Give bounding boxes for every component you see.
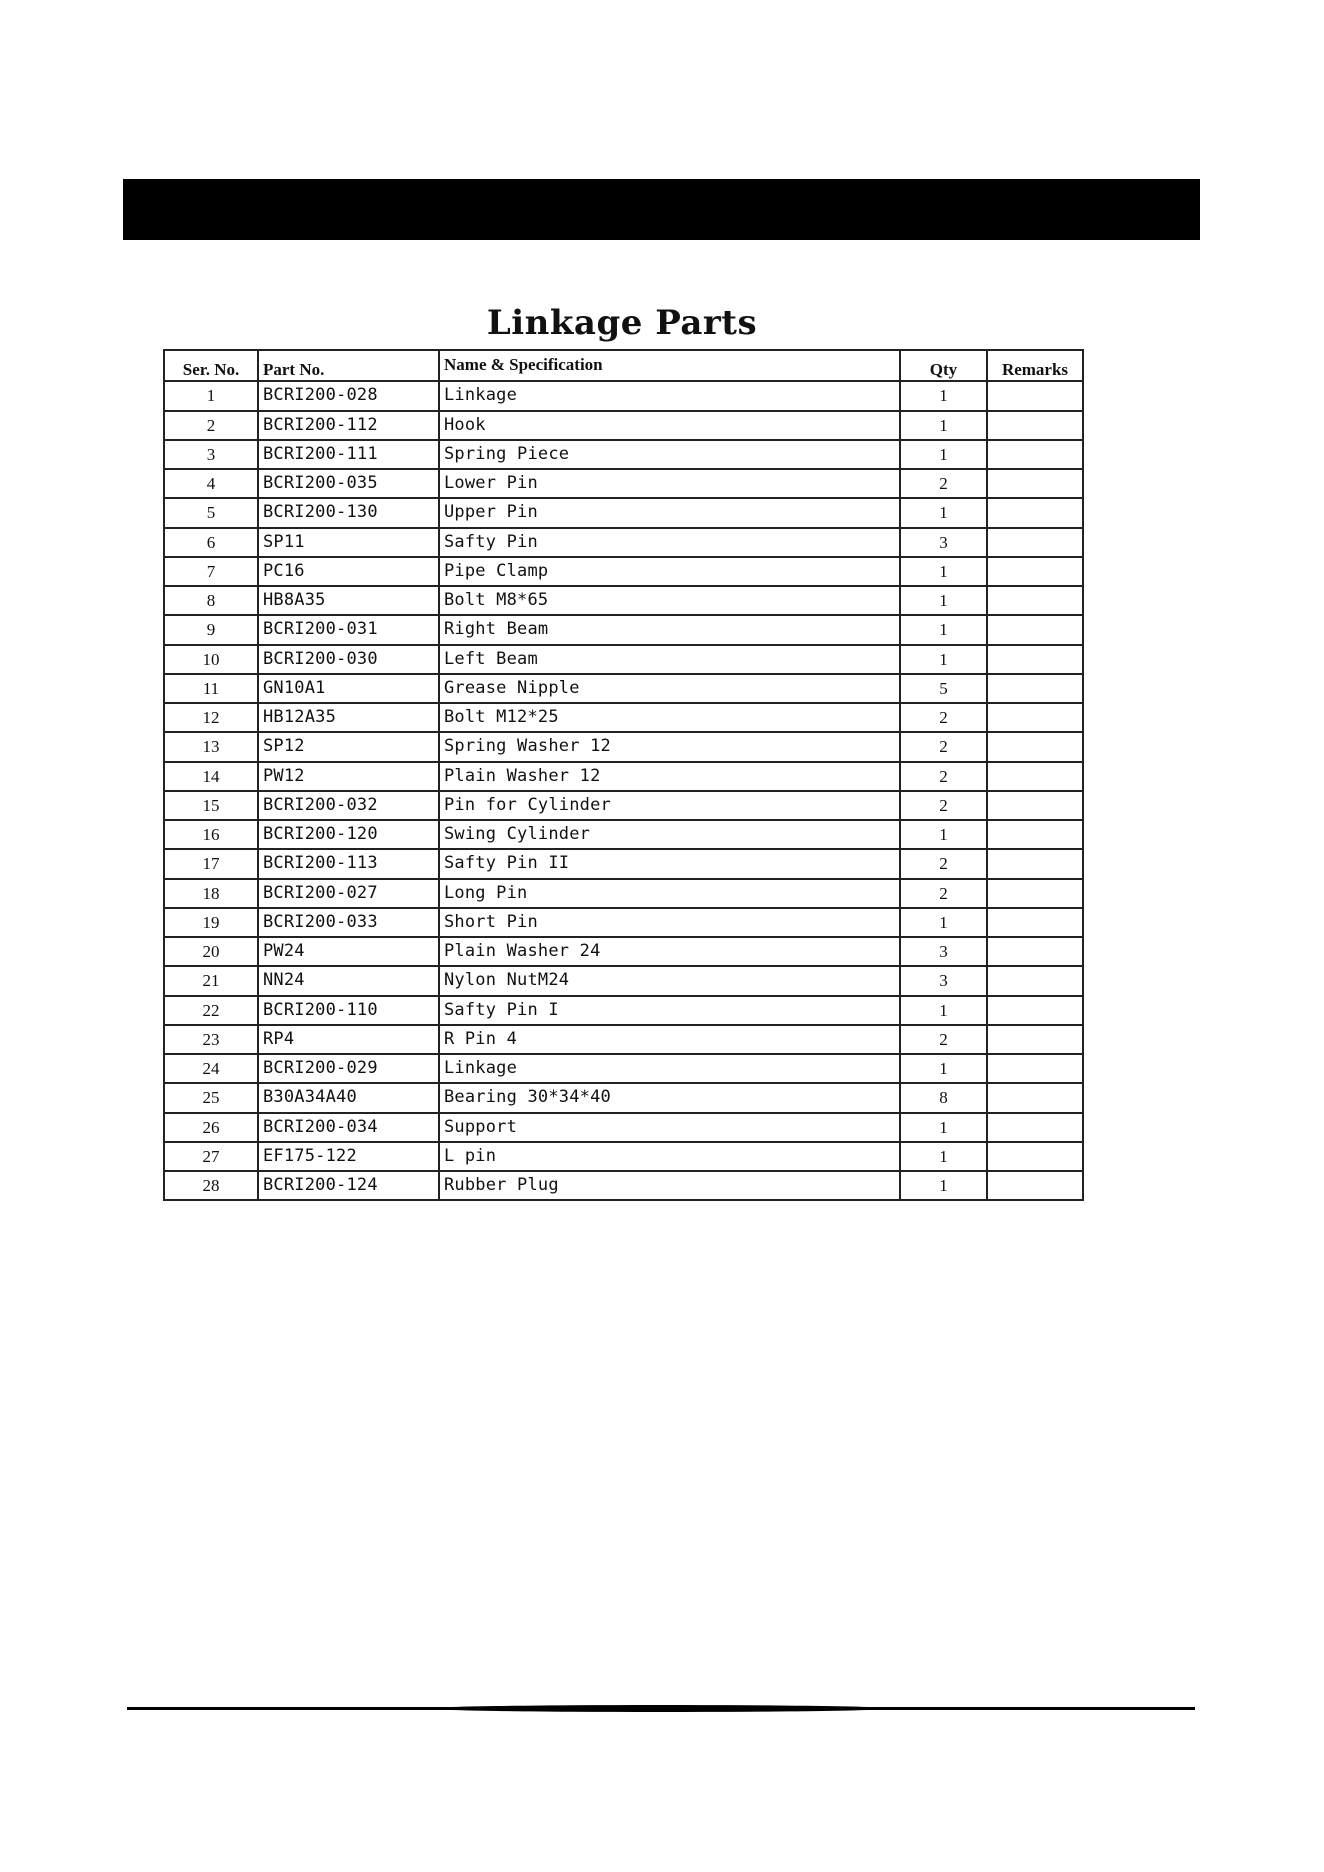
- column-header-remarks: Remarks: [987, 350, 1083, 381]
- cell-part-no: BCRI200-032: [258, 791, 439, 820]
- cell-remarks: [987, 849, 1083, 878]
- cell-qty: 1: [900, 586, 987, 615]
- cell-part-no: BCRI200-033: [258, 908, 439, 937]
- table-row: [164, 732, 1083, 761]
- cell-qty: 2: [900, 762, 987, 791]
- table-row: [164, 762, 1083, 791]
- cell-part-no: B30A34A40: [258, 1083, 439, 1112]
- cell-remarks: [987, 440, 1083, 469]
- cell-qty: 1: [900, 820, 987, 849]
- cell-name-spec: Bolt M8*65: [439, 586, 900, 615]
- table-row: [164, 966, 1083, 995]
- table-row: [164, 849, 1083, 878]
- table-row: [164, 820, 1083, 849]
- cell-remarks: [987, 762, 1083, 791]
- cell-name-spec: Support: [439, 1113, 900, 1142]
- cell-remarks: [987, 528, 1083, 557]
- cell-ser-no: 10: [164, 645, 258, 674]
- cell-name-spec: Short Pin: [439, 908, 900, 937]
- cell-ser-no: 9: [164, 615, 258, 644]
- cell-remarks: [987, 674, 1083, 703]
- cell-part-no: BCRI200-124: [258, 1171, 439, 1200]
- footer-rule-emphasis: [430, 1705, 890, 1712]
- cell-remarks: [987, 732, 1083, 761]
- cell-qty: 3: [900, 966, 987, 995]
- cell-qty: 1: [900, 908, 987, 937]
- cell-remarks: [987, 820, 1083, 849]
- cell-ser-no: 20: [164, 937, 258, 966]
- cell-remarks: [987, 1113, 1083, 1142]
- table-row: [164, 381, 1083, 410]
- table-row: [164, 557, 1083, 586]
- cell-name-spec: Safty Pin: [439, 528, 900, 557]
- cell-part-no: BCRI200-030: [258, 645, 439, 674]
- cell-ser-no: 13: [164, 732, 258, 761]
- cell-name-spec: Grease Nipple: [439, 674, 900, 703]
- cell-qty: 1: [900, 1113, 987, 1142]
- cell-name-spec: Upper Pin: [439, 498, 900, 527]
- cell-part-no: BCRI200-110: [258, 996, 439, 1025]
- cell-name-spec: R Pin 4: [439, 1025, 900, 1054]
- parts-table-body: [164, 381, 1083, 1200]
- cell-part-no: PW12: [258, 762, 439, 791]
- cell-part-no: BCRI200-112: [258, 411, 439, 440]
- header-bar: [123, 179, 1200, 240]
- cell-ser-no: 7: [164, 557, 258, 586]
- cell-remarks: [987, 1171, 1083, 1200]
- table-row: [164, 498, 1083, 527]
- cell-name-spec: Nylon NutM24: [439, 966, 900, 995]
- cell-ser-no: 27: [164, 1142, 258, 1171]
- cell-qty: 2: [900, 732, 987, 761]
- cell-ser-no: 28: [164, 1171, 258, 1200]
- cell-remarks: [987, 645, 1083, 674]
- cell-qty: 1: [900, 381, 987, 410]
- cell-qty: 2: [900, 703, 987, 732]
- cell-part-no: BCRI200-111: [258, 440, 439, 469]
- cell-name-spec: Linkage: [439, 1054, 900, 1083]
- cell-name-spec: Safty Pin I: [439, 996, 900, 1025]
- table-header-row: [164, 350, 1083, 381]
- cell-qty: 3: [900, 528, 987, 557]
- table-row: [164, 586, 1083, 615]
- cell-ser-no: 26: [164, 1113, 258, 1142]
- cell-name-spec: L pin: [439, 1142, 900, 1171]
- cell-name-spec: Plain Washer 12: [439, 762, 900, 791]
- cell-name-spec: Rubber Plug: [439, 1171, 900, 1200]
- table-row: [164, 1025, 1083, 1054]
- page-title: Linkage Parts: [486, 303, 758, 343]
- table-row: [164, 1113, 1083, 1142]
- cell-remarks: [987, 586, 1083, 615]
- cell-part-no: BCRI200-035: [258, 469, 439, 498]
- cell-part-no: GN10A1: [258, 674, 439, 703]
- cell-name-spec: Spring Piece: [439, 440, 900, 469]
- cell-qty: 1: [900, 615, 987, 644]
- cell-qty: 5: [900, 674, 987, 703]
- cell-name-spec: Plain Washer 24: [439, 937, 900, 966]
- cell-ser-no: 23: [164, 1025, 258, 1054]
- cell-ser-no: 6: [164, 528, 258, 557]
- cell-part-no: BCRI200-027: [258, 879, 439, 908]
- cell-name-spec: Bearing 30*34*40: [439, 1083, 900, 1112]
- cell-qty: 2: [900, 791, 987, 820]
- cell-qty: 1: [900, 440, 987, 469]
- cell-ser-no: 16: [164, 820, 258, 849]
- table-row: [164, 703, 1083, 732]
- cell-name-spec: Safty Pin II: [439, 849, 900, 878]
- cell-ser-no: 11: [164, 674, 258, 703]
- cell-ser-no: 14: [164, 762, 258, 791]
- cell-ser-no: 24: [164, 1054, 258, 1083]
- cell-part-no: SP12: [258, 732, 439, 761]
- cell-remarks: [987, 381, 1083, 410]
- cell-ser-no: 18: [164, 879, 258, 908]
- cell-remarks: [987, 966, 1083, 995]
- parts-table: [163, 349, 1084, 1201]
- cell-part-no: EF175-122: [258, 1142, 439, 1171]
- cell-ser-no: 5: [164, 498, 258, 527]
- cell-remarks: [987, 469, 1083, 498]
- table-row: [164, 645, 1083, 674]
- cell-remarks: [987, 557, 1083, 586]
- cell-part-no: BCRI200-120: [258, 820, 439, 849]
- cell-remarks: [987, 996, 1083, 1025]
- cell-name-spec: Spring Washer 12: [439, 732, 900, 761]
- cell-name-spec: Right Beam: [439, 615, 900, 644]
- cell-remarks: [987, 1025, 1083, 1054]
- table-row: [164, 1171, 1083, 1200]
- cell-part-no: SP11: [258, 528, 439, 557]
- cell-name-spec: Pipe Clamp: [439, 557, 900, 586]
- table-row: [164, 908, 1083, 937]
- cell-remarks: [987, 1054, 1083, 1083]
- cell-remarks: [987, 908, 1083, 937]
- cell-ser-no: 19: [164, 908, 258, 937]
- table-row: [164, 528, 1083, 557]
- cell-ser-no: 17: [164, 849, 258, 878]
- cell-part-no: BCRI200-130: [258, 498, 439, 527]
- cell-remarks: [987, 615, 1083, 644]
- cell-name-spec: Swing Cylinder: [439, 820, 900, 849]
- table-row: [164, 615, 1083, 644]
- cell-remarks: [987, 1142, 1083, 1171]
- table-row: [164, 791, 1083, 820]
- table-row: [164, 937, 1083, 966]
- cell-remarks: [987, 411, 1083, 440]
- cell-name-spec: Long Pin: [439, 879, 900, 908]
- cell-qty: 1: [900, 1171, 987, 1200]
- cell-part-no: PC16: [258, 557, 439, 586]
- cell-qty: 1: [900, 498, 987, 527]
- column-header-name-spec: Name & Specification: [439, 350, 900, 381]
- cell-qty: 1: [900, 1054, 987, 1083]
- cell-remarks: [987, 703, 1083, 732]
- cell-qty: 2: [900, 1025, 987, 1054]
- table-row: [164, 1083, 1083, 1112]
- cell-ser-no: 21: [164, 966, 258, 995]
- cell-ser-no: 2: [164, 411, 258, 440]
- table-row: [164, 674, 1083, 703]
- table-row: [164, 1054, 1083, 1083]
- table-row: [164, 1142, 1083, 1171]
- cell-ser-no: 25: [164, 1083, 258, 1112]
- cell-ser-no: 8: [164, 586, 258, 615]
- cell-qty: 1: [900, 1142, 987, 1171]
- cell-ser-no: 12: [164, 703, 258, 732]
- table-row: [164, 440, 1083, 469]
- cell-part-no: BCRI200-034: [258, 1113, 439, 1142]
- cell-qty: 2: [900, 469, 987, 498]
- cell-qty: 8: [900, 1083, 987, 1112]
- cell-remarks: [987, 791, 1083, 820]
- cell-ser-no: 22: [164, 996, 258, 1025]
- cell-ser-no: 4: [164, 469, 258, 498]
- cell-part-no: BCRI200-028: [258, 381, 439, 410]
- table-row: [164, 996, 1083, 1025]
- cell-part-no: NN24: [258, 966, 439, 995]
- cell-qty: 3: [900, 937, 987, 966]
- table-row: [164, 411, 1083, 440]
- cell-remarks: [987, 498, 1083, 527]
- column-header-part-no: Part No.: [258, 350, 439, 381]
- cell-remarks: [987, 1083, 1083, 1112]
- cell-part-no: BCRI200-113: [258, 849, 439, 878]
- column-header-ser-no: Ser. No.: [164, 350, 258, 381]
- cell-part-no: BCRI200-031: [258, 615, 439, 644]
- cell-name-spec: Hook: [439, 411, 900, 440]
- cell-ser-no: 1: [164, 381, 258, 410]
- cell-qty: 1: [900, 557, 987, 586]
- cell-remarks: [987, 937, 1083, 966]
- cell-qty: 1: [900, 645, 987, 674]
- cell-qty: 2: [900, 879, 987, 908]
- cell-ser-no: 15: [164, 791, 258, 820]
- cell-part-no: PW24: [258, 937, 439, 966]
- cell-qty: 2: [900, 849, 987, 878]
- column-header-qty: Qty: [900, 350, 987, 381]
- cell-name-spec: Pin for Cylinder: [439, 791, 900, 820]
- cell-name-spec: Linkage: [439, 381, 900, 410]
- cell-part-no: RP4: [258, 1025, 439, 1054]
- cell-part-no: BCRI200-029: [258, 1054, 439, 1083]
- cell-qty: 1: [900, 996, 987, 1025]
- cell-name-spec: Left Beam: [439, 645, 900, 674]
- cell-ser-no: 3: [164, 440, 258, 469]
- cell-qty: 1: [900, 411, 987, 440]
- cell-name-spec: Lower Pin: [439, 469, 900, 498]
- cell-name-spec: Bolt M12*25: [439, 703, 900, 732]
- table-row: [164, 879, 1083, 908]
- cell-part-no: HB12A35: [258, 703, 439, 732]
- cell-part-no: HB8A35: [258, 586, 439, 615]
- cell-remarks: [987, 879, 1083, 908]
- table-row: [164, 469, 1083, 498]
